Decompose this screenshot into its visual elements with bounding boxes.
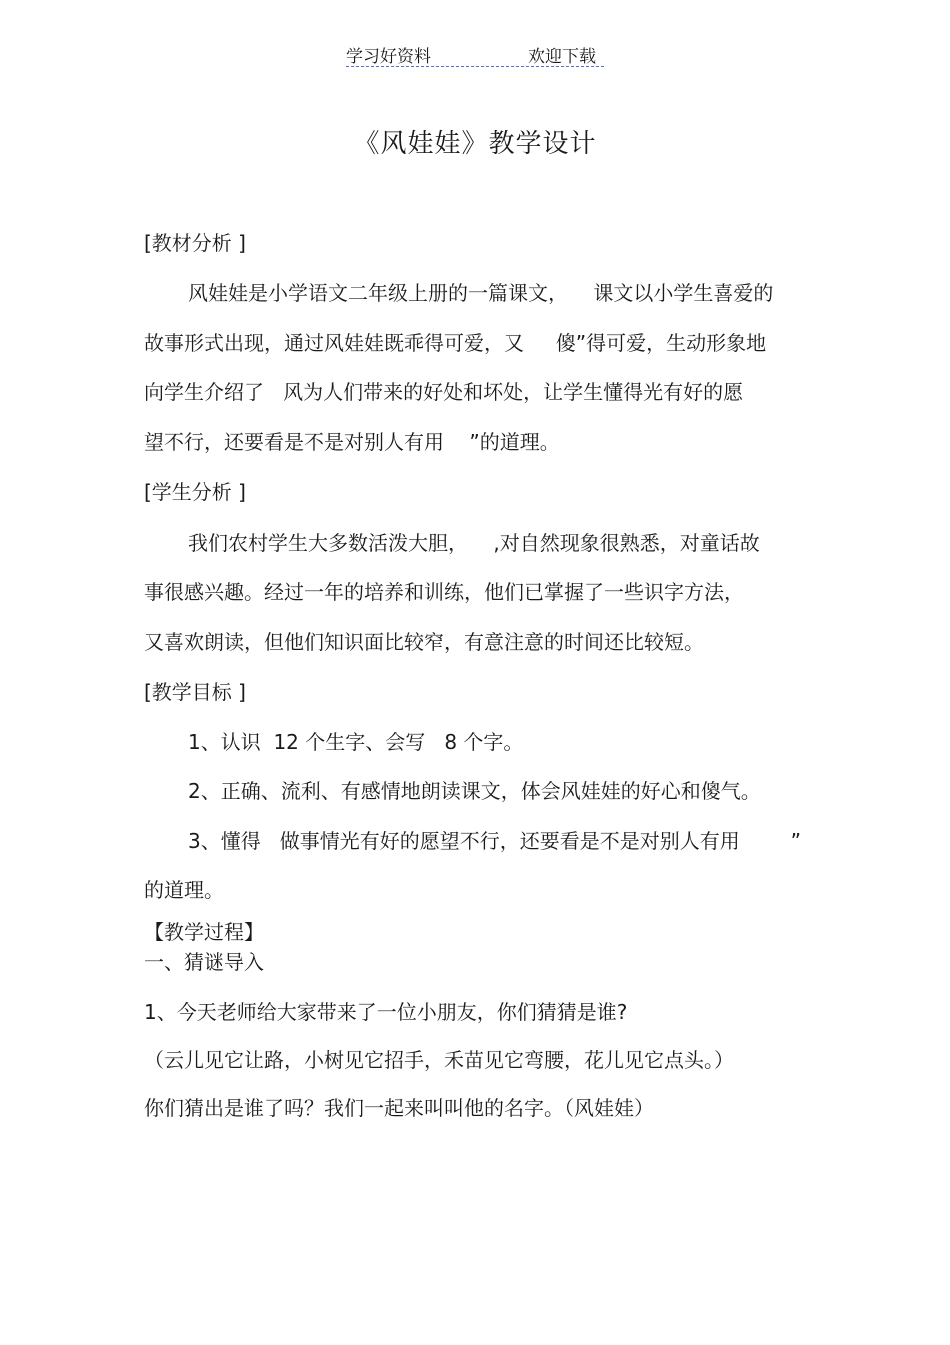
document-title: 《风娃娃》教学设计 [353,129,597,159]
goal-item: 1、认识 12 个生字、会写 8 个字。 [188,730,524,754]
paragraph-line: 向学生介绍了 风为人们带来的好处和坏处，让学生懂得光有好的愿 [144,380,744,404]
paragraph-line: 望不行，还要看是不是对别人有用 ”的道理。 [144,430,560,454]
paragraph-line: 又喜欢朗读，但他们知识面比较窄，有意注意的时间还比较短。 [144,630,704,654]
paragraph-line: 事很感兴趣。经过一年的培养和训练，他们已掌握了一些识字方法， [144,580,744,604]
paragraph-line: 故事形式出现，通过风娃娃既乖得可爱，又 傻”得可爱，生动形象地 [144,331,767,355]
goal-item: 3、懂得 做事情光有好的愿望不行，还要看是不是对别人有用 ” [188,829,802,853]
subsection-heading: 一、猜谜导入 [144,950,264,974]
section-heading-teaching-goals: [教学目标 ] [144,680,246,704]
page-header [346,40,604,67]
paragraph-line: 我们农村学生大多数活泼大胆， ,对自然现象很熟悉，对童话故 [188,531,760,555]
paragraph-line: 1、今天老师给大家带来了一位小朋友，你们猜猜是谁? [144,1000,628,1024]
paragraph-line: 的道理。 [144,878,224,902]
section-heading-teaching-process: 【教学过程】 [144,920,264,944]
paragraph-line: 风娃娃是小学语文二年级上册的一篇课文， 课文以小学生喜爱的 [188,281,774,305]
goal-item: 2、正确、流利、有感情地朗读课文，体会风娃娃的好心和傻气。 [188,779,761,803]
header-left-text: 学习好资料 [346,47,431,67]
section-heading-student-analysis: [学生分析 ] [144,480,246,504]
paragraph-line: 你们猜出是谁了吗？我们一起来叫叫他的名字。（风娃娃） [144,1096,654,1120]
section-heading-textbook-analysis: [教材分析 ] [144,231,246,255]
paragraph-line: （云儿见它让路，小树见它招手，禾苗见它弯腰，花儿见它点头。） [144,1048,734,1072]
header-right-text: 欢迎下载 [528,47,596,67]
